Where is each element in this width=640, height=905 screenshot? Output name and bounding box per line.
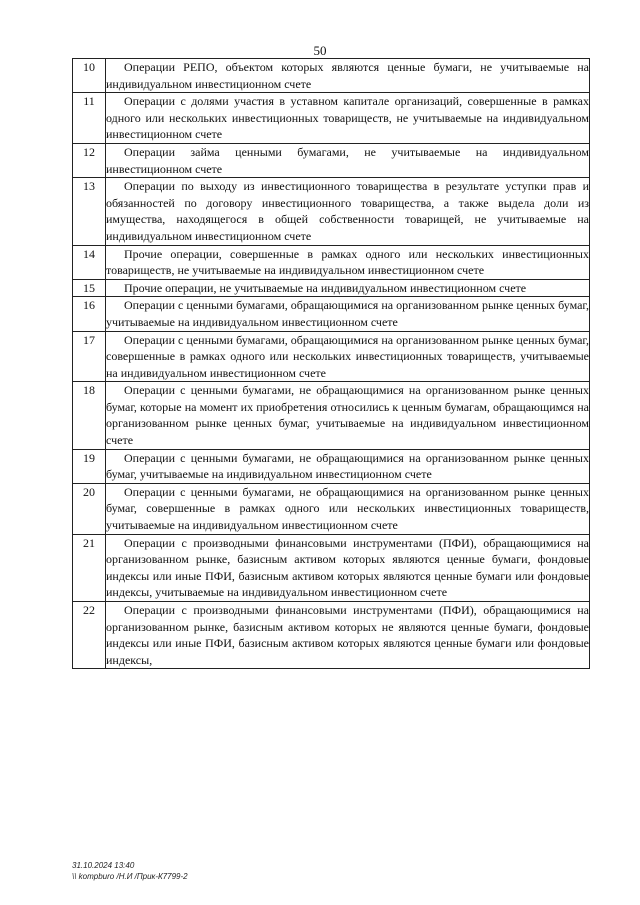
row-code: 18 [73,382,106,449]
row-code: 22 [73,602,106,669]
row-code: 15 [73,279,106,297]
table-row [73,449,590,483]
operations-table [72,58,590,669]
table-row [73,279,590,297]
row-description: Операции с ценными бумагами, обращающимися на организованном рынке ценных бумаг, совершенные в рамках одного или нескольких инвестиционных товариществ, учитываемые на индивидуальном инвестиционном счете [106,331,590,382]
table-row [73,602,590,669]
table-row [73,178,590,245]
row-code: 11 [73,93,106,144]
row-description: Операции займа ценными бумагами, не учитываемые на индивидуальном инвестиционном счете [106,143,590,177]
row-code: 13 [73,178,106,245]
row-description: Прочие операции, совершенные в рамках одного или нескольких инвестиционных товариществ, не учитываемые на индивидуальном инвестиционном счете [106,245,590,279]
page-number: 50 [313,43,327,58]
table-row [73,483,590,534]
row-description: Операции с производными финансовыми инструментами (ПФИ), обращающимися на организованном рынке, базисным активом которых являются ценные бумаги, фондовые индексы или иные ПФИ, базисным активом которых являются ценные бумаги или фондовые индексы, учитываемые на индивидуальном инвестиционном счете [106,534,590,601]
row-code: 16 [73,297,106,331]
footer-date: 31.10.2024 13:40 [72,861,135,870]
table-row [73,534,590,601]
table-row [73,93,590,144]
table-row [73,382,590,449]
row-code: 20 [73,483,106,534]
row-description: Операции с ценными бумагами, не обращающимися на организованном рынке ценных бумаг, совершенные в рамках одного или нескольких инвестиционных товариществ, учитываемые на индивидуальном инвестиционном счете [106,483,590,534]
row-code: 19 [73,449,106,483]
row-description: Операции РЕПО, объектом которых являются ценные бумаги, не учитываемые на индивидуальном инвестиционном счете [106,59,590,93]
row-description: Операции с производными финансовыми инструментами (ПФИ), обращающимися на организованном рынке, базисным активом которых не являются ценные бумаги, фондовые индексы или иные ПФИ, базисным активом которых являются ценные бумаги или фондовые индексы, [106,602,590,669]
table-row [73,297,590,331]
table-row [73,331,590,382]
row-code: 12 [73,143,106,177]
row-code: 10 [73,59,106,93]
row-description: Операции с ценными бумагами, не обращающимися на организованном рынке ценных бумаг, которые на момент их приобретения относились к ценным бумагам, обращающимся на организованном рынке ценных бумаг, учитываемые на индивидуальном инвестиционном счете [106,382,590,449]
row-code: 21 [73,534,106,601]
table-row [73,245,590,279]
row-description: Операции по выходу из инвестиционного товарищества в результате уступки прав и обязанностей по договору инвестиционного товарищества, а также выдела доли из имущества, находящегося в общей собственности товарищей, не учитываемые на индивидуальном инвестиционном счете [106,178,590,245]
footer-path: \\ kompburo /Н.И /Прик-К7799-2 [72,872,188,881]
row-description: Операции с долями участия в уставном капитале организаций, совершенные в рамках одного или нескольких инвестиционных товариществ, не учитываемые на индивидуальном инвестиционном счете [106,93,590,144]
row-code: 17 [73,331,106,382]
row-description: Прочие операции, не учитываемые на индивидуальном инвестиционном счете [106,279,590,297]
table-row [73,59,590,93]
row-description: Операции с ценными бумагами, не обращающимися на организованном рынке ценных бумаг, учитываемые на индивидуальном инвестиционном счете [106,449,590,483]
table-row [73,143,590,177]
row-description: Операции с ценными бумагами, обращающимися на организованном рынке ценных бумаг, учитываемые на индивидуальном инвестиционном счете [106,297,590,331]
row-code: 14 [73,245,106,279]
footer-stamp [72,860,188,882]
